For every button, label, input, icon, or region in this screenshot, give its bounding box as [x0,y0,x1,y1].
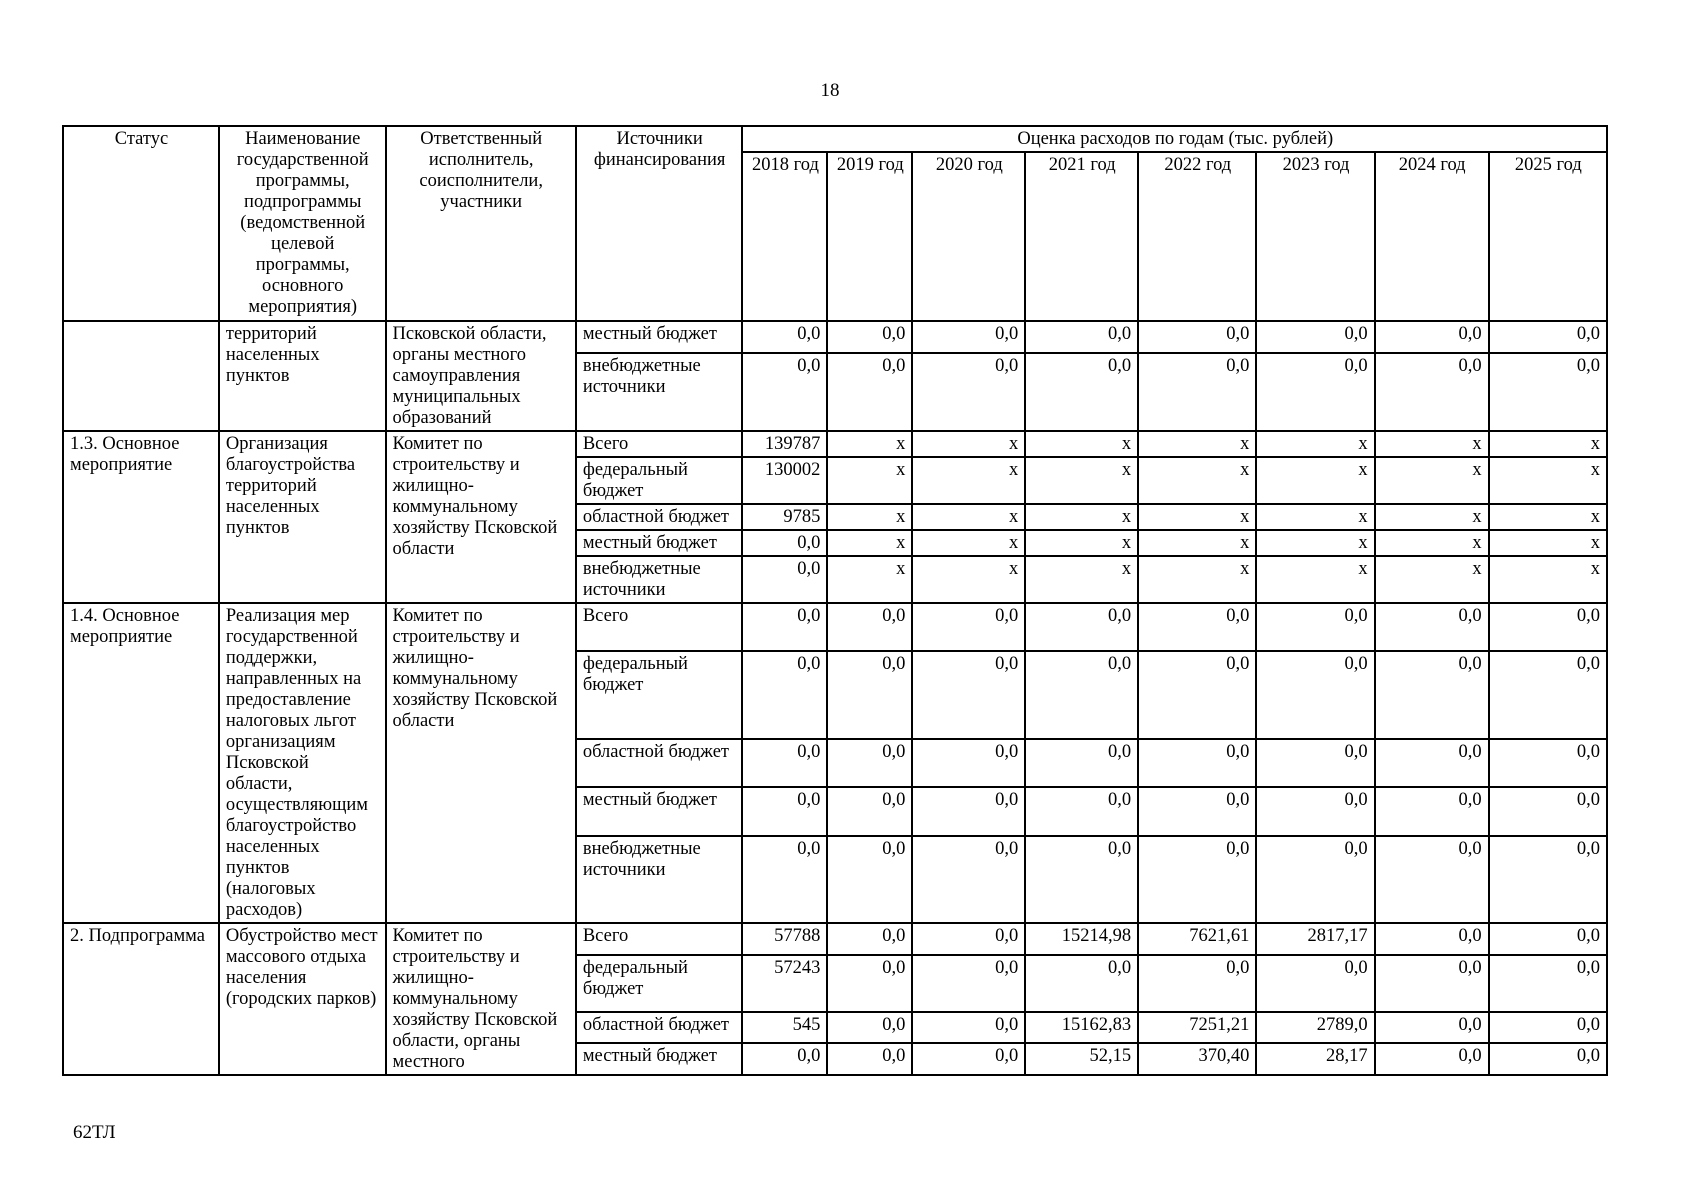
cell-value: 0,0 [1489,787,1607,835]
cell-value: x [1375,431,1489,457]
table-row [63,321,1607,353]
cell-value: 0,0 [742,603,827,651]
cell-value: 15162,83 [1025,1012,1138,1044]
cell-value: x [1025,457,1138,504]
cell-value: x [912,504,1025,530]
cell-value: 0,0 [1375,1012,1489,1044]
header-year: 2022 год [1138,152,1256,321]
cell-value: 52,15 [1025,1043,1138,1075]
cell-source: местный бюджет [576,321,743,353]
cell-value: 0,0 [1375,603,1489,651]
cell-value: 0,0 [912,1012,1025,1044]
cell-value: x [1025,556,1138,603]
cell-value: 0,0 [1375,955,1489,1012]
cell-value: x [1375,457,1489,504]
cell-status: 1.4. Основное мероприятие [63,603,219,923]
group-1-3 [63,431,1607,603]
cell-value: x [1138,431,1256,457]
table-row [63,431,1607,457]
cell-source: федеральный бюджет [576,955,743,1012]
header-status: Статус [63,126,219,321]
cell-value: x [1138,457,1256,504]
cell-value: 0,0 [1375,353,1489,431]
cell-value: 0,0 [742,836,827,923]
cell-responsible: Комитет по строительству и жилищно-коммунальному хозяйству Псковской области [386,431,576,603]
cell-value: 0,0 [1489,321,1607,353]
cell-value: 0,0 [912,836,1025,923]
cell-value: x [912,530,1025,556]
group-1-4 [63,603,1607,923]
cell-value: x [1489,457,1607,504]
cell-value: x [827,457,912,504]
cell-value: 0,0 [827,739,912,787]
cell-value: 0,0 [1256,353,1374,431]
cell-value: 0,0 [1138,321,1256,353]
header-years-group: Оценка расходов по годам (тыс. рублей) [742,126,1607,152]
cell-value: x [827,431,912,457]
cell-name: Организация благоустройства территорий населенных пунктов [219,431,386,603]
cell-value: 2789,0 [1256,1012,1374,1044]
cell-source: федеральный бюджет [576,651,743,738]
cell-value: x [1256,431,1374,457]
table-row [63,923,1607,955]
cell-value: 0,0 [912,603,1025,651]
cell-name: территорий населенных пунктов [219,321,386,431]
cell-value: x [1256,556,1374,603]
cell-value: 0,0 [912,739,1025,787]
cell-value: x [912,556,1025,603]
cell-value: 0,0 [1375,651,1489,738]
cell-value: 0,0 [827,321,912,353]
header-year: 2020 год [912,152,1025,321]
header-sources: Источники финансирования [576,126,743,321]
cell-value: 0,0 [1256,955,1374,1012]
header-year: 2019 год [827,152,912,321]
cell-value: x [1489,431,1607,457]
cell-value: x [1489,504,1607,530]
cell-responsible: Комитет по строительству и жилищно-коммунальному хозяйству Псковской области, органы местного [386,923,576,1075]
cell-value: 2817,17 [1256,923,1374,955]
cell-value: 0,0 [1375,836,1489,923]
cell-value: 15214,98 [1025,923,1138,955]
cell-value: 0,0 [912,321,1025,353]
cell-value: 0,0 [1138,836,1256,923]
cell-source: местный бюджет [576,787,743,835]
cell-value: 0,0 [1025,321,1138,353]
cell-value: 0,0 [827,923,912,955]
cell-status [63,321,219,431]
cell-value: 0,0 [1375,787,1489,835]
cell-value: 0,0 [742,1043,827,1075]
cell-value: 0,0 [1025,353,1138,431]
cell-value: 0,0 [1138,353,1256,431]
cell-value: 0,0 [912,353,1025,431]
cell-source: Всего [576,923,743,955]
cell-source: местный бюджет [576,1043,743,1075]
cell-value: 0,0 [1256,603,1374,651]
cell-value: 0,0 [827,353,912,431]
cell-status: 1.3. Основное мероприятие [63,431,219,603]
cell-value: 0,0 [1025,955,1138,1012]
cell-value: x [827,556,912,603]
cell-value: 0,0 [1256,836,1374,923]
cell-value: 0,0 [1025,739,1138,787]
cell-source: внебюджетные источники [576,556,743,603]
cell-value: 0,0 [1375,1043,1489,1075]
group-continuation [63,321,1607,431]
header-year: 2023 год [1256,152,1374,321]
cell-value: x [1025,504,1138,530]
cell-name: Реализация мер государственной поддержки, направленных на предоставление налоговых льгот организациям Псковской области, осуществляющим благоустройство населенных пунктов (налоговых расходов) [219,603,386,923]
cell-value: 0,0 [1025,787,1138,835]
cell-value: 0,0 [1375,923,1489,955]
cell-value: x [1375,530,1489,556]
cell-value: 0,0 [827,603,912,651]
cell-responsible: Комитет по строительству и жилищно-коммунальному хозяйству Псковской области [386,603,576,923]
cell-value: 545 [742,1012,827,1044]
header-name: Наименование государственной программы, подпрограммы (ведомственной целевой программы, основного мероприятия) [219,126,386,321]
cell-value: 0,0 [912,1043,1025,1075]
cell-value: 0,0 [1489,1043,1607,1075]
cell-value: 0,0 [1489,739,1607,787]
cell-value: x [1489,556,1607,603]
header-year: 2025 год [1489,152,1607,321]
cell-value: 0,0 [1025,651,1138,738]
cell-value: 0,0 [1138,787,1256,835]
cell-value: 0,0 [742,556,827,603]
cell-source: местный бюджет [576,530,743,556]
cell-value: x [1256,530,1374,556]
cell-value: 0,0 [1138,603,1256,651]
cell-source: областной бюджет [576,739,743,787]
cell-value: 139787 [742,431,827,457]
header-responsible: Ответственный исполнитель, соисполнители, участники [386,126,576,321]
cell-value: 0,0 [827,1043,912,1075]
cell-value: 0,0 [1375,321,1489,353]
cell-value: 57243 [742,955,827,1012]
cell-value: 0,0 [742,787,827,835]
cell-value: 0,0 [1489,955,1607,1012]
cell-value: x [1256,504,1374,530]
cell-value: 0,0 [827,1012,912,1044]
cell-name: Обустройство мест массового отдыха населения (городских парков) [219,923,386,1075]
cell-value: 7621,61 [1138,923,1256,955]
cell-value: 0,0 [827,787,912,835]
cell-value: x [1138,556,1256,603]
header-year: 2024 год [1375,152,1489,321]
cell-value: 0,0 [1025,603,1138,651]
cell-value: 0,0 [1375,739,1489,787]
budget-table [62,125,1608,1076]
cell-value: 0,0 [912,651,1025,738]
cell-responsible: Псковской области, органы местного самоуправления муниципальных образований [386,321,576,431]
cell-source: областной бюджет [576,504,743,530]
cell-value: 0,0 [1256,787,1374,835]
cell-value: 0,0 [1489,923,1607,955]
cell-status: 2. Подпрограмма [63,923,219,1075]
cell-value: 57788 [742,923,827,955]
cell-value: x [1375,556,1489,603]
cell-value: x [1489,530,1607,556]
cell-value: 0,0 [1489,836,1607,923]
cell-value: x [1138,530,1256,556]
cell-value: 0,0 [912,955,1025,1012]
cell-value: x [827,504,912,530]
cell-value: 0,0 [912,923,1025,955]
cell-source: Всего [576,603,743,651]
cell-value: 0,0 [1256,739,1374,787]
cell-value: x [912,431,1025,457]
cell-source: федеральный бюджет [576,457,743,504]
cell-value: 0,0 [827,651,912,738]
cell-value: 370,40 [1138,1043,1256,1075]
page-number: 18 [820,80,840,101]
cell-value: 0,0 [827,955,912,1012]
cell-value: x [1025,530,1138,556]
cell-value: 0,0 [1138,955,1256,1012]
group-2 [63,923,1607,1075]
cell-value: 9785 [742,504,827,530]
footer-code: 62ТЛ [73,1122,116,1143]
cell-source: Всего [576,431,743,457]
cell-value: x [1138,504,1256,530]
cell-value: 0,0 [1489,603,1607,651]
cell-value: 0,0 [1489,1012,1607,1044]
cell-source: внебюджетные источники [576,353,743,431]
cell-source: внебюджетные источники [576,836,743,923]
cell-value: 0,0 [1489,651,1607,738]
cell-value: 0,0 [1489,353,1607,431]
cell-value: 0,0 [1025,836,1138,923]
header-year: 2018 год [742,152,827,321]
cell-value: 0,0 [912,787,1025,835]
cell-source: областной бюджет [576,1012,743,1044]
cell-value: 0,0 [742,739,827,787]
cell-value: 0,0 [1138,651,1256,738]
table-row [63,603,1607,651]
cell-value: 7251,21 [1138,1012,1256,1044]
cell-value: 0,0 [1138,739,1256,787]
cell-value: x [1256,457,1374,504]
header-year: 2021 год [1025,152,1138,321]
cell-value: 0,0 [1256,321,1374,353]
cell-value: 0,0 [742,321,827,353]
cell-value: 0,0 [1256,651,1374,738]
cell-value: 0,0 [742,651,827,738]
cell-value: 0,0 [742,530,827,556]
cell-value: 28,17 [1256,1043,1374,1075]
cell-value: x [1025,431,1138,457]
cell-value: 130002 [742,457,827,504]
cell-value: 0,0 [742,353,827,431]
cell-value: x [827,530,912,556]
cell-value: x [912,457,1025,504]
table-header [63,126,1607,321]
cell-value: x [1375,504,1489,530]
cell-value: 0,0 [827,836,912,923]
